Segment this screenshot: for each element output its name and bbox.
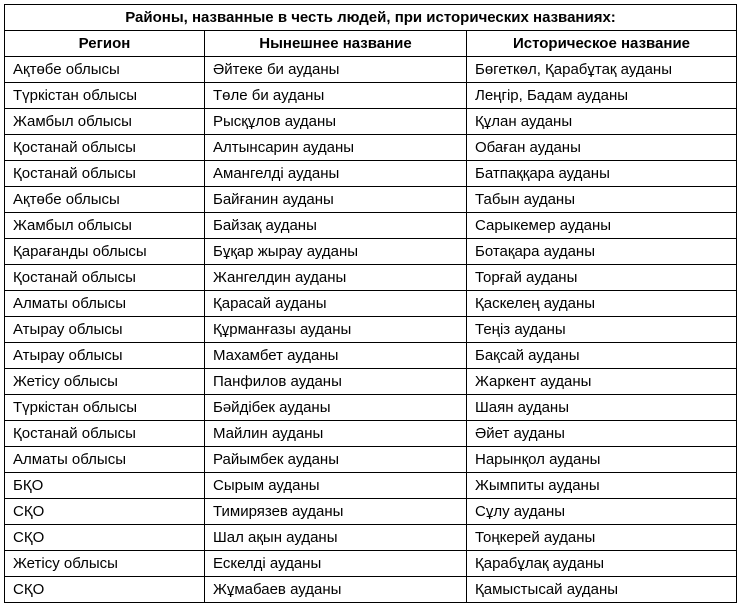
table-row — [5, 213, 737, 239]
cell-region: Жетісу облысы — [5, 369, 205, 395]
cell-region: Жамбыл облысы — [5, 109, 205, 135]
cell-current-name: Бәйдібек ауданы — [205, 395, 467, 421]
cell-historical-name: Сұлу ауданы — [467, 499, 737, 525]
cell-current-name: Бұқар жырау ауданы — [205, 239, 467, 265]
cell-region: Жетісу облысы — [5, 551, 205, 577]
cell-current-name: Жұмабаев ауданы — [205, 577, 467, 603]
cell-historical-name: Сарыкемер ауданы — [467, 213, 737, 239]
cell-region: Алматы облысы — [5, 447, 205, 473]
table-row — [5, 499, 737, 525]
table-row — [5, 135, 737, 161]
cell-region: СҚО — [5, 499, 205, 525]
cell-region: Қарағанды облысы — [5, 239, 205, 265]
cell-historical-name: Қарабұлақ ауданы — [467, 551, 737, 577]
cell-region: Қостанай облысы — [5, 421, 205, 447]
cell-historical-name: Леңгір, Бадам ауданы — [467, 83, 737, 109]
table-row — [5, 161, 737, 187]
cell-historical-name: Тоңкерей ауданы — [467, 525, 737, 551]
cell-historical-name: Бақсай ауданы — [467, 343, 737, 369]
cell-region: Атырау облысы — [5, 343, 205, 369]
cell-region: Жамбыл облысы — [5, 213, 205, 239]
header-current-name: Нынешнее название — [205, 31, 467, 57]
cell-historical-name: Бөгеткөл, Қарабұтақ ауданы — [467, 57, 737, 83]
cell-current-name: Қарасай ауданы — [205, 291, 467, 317]
table-row — [5, 109, 737, 135]
cell-historical-name: Теңіз ауданы — [467, 317, 737, 343]
cell-current-name: Құрманғазы ауданы — [205, 317, 467, 343]
cell-region: Ақтөбе облысы — [5, 57, 205, 83]
cell-historical-name: Қаскелең ауданы — [467, 291, 737, 317]
cell-historical-name: Табын ауданы — [467, 187, 737, 213]
header-row — [5, 31, 737, 57]
cell-current-name: Байғанин ауданы — [205, 187, 467, 213]
cell-current-name: Тимирязев ауданы — [205, 499, 467, 525]
cell-historical-name: Жымпиты ауданы — [467, 473, 737, 499]
cell-historical-name: Жаркент ауданы — [467, 369, 737, 395]
cell-current-name: Әйтеке би ауданы — [205, 57, 467, 83]
cell-current-name: Махамбет ауданы — [205, 343, 467, 369]
cell-region: Түркістан облысы — [5, 395, 205, 421]
table-row — [5, 447, 737, 473]
table-row — [5, 187, 737, 213]
header-region: Регион — [5, 31, 205, 57]
cell-current-name: Райымбек ауданы — [205, 447, 467, 473]
cell-current-name: Байзақ ауданы — [205, 213, 467, 239]
districts-table — [4, 4, 737, 603]
cell-region: Атырау облысы — [5, 317, 205, 343]
table-row — [5, 265, 737, 291]
cell-current-name: Төле би ауданы — [205, 83, 467, 109]
cell-region: Ақтөбе облысы — [5, 187, 205, 213]
table-row — [5, 369, 737, 395]
cell-historical-name: Қамыстысай ауданы — [467, 577, 737, 603]
cell-region: Қостанай облысы — [5, 161, 205, 187]
cell-region: Түркістан облысы — [5, 83, 205, 109]
cell-region: Алматы облысы — [5, 291, 205, 317]
cell-current-name: Панфилов ауданы — [205, 369, 467, 395]
cell-current-name: Амангелді ауданы — [205, 161, 467, 187]
table-row — [5, 291, 737, 317]
header-historical-name: Историческое название — [467, 31, 737, 57]
cell-region: БҚО — [5, 473, 205, 499]
cell-historical-name: Ботақара ауданы — [467, 239, 737, 265]
cell-current-name: Шал ақын ауданы — [205, 525, 467, 551]
cell-historical-name: Батпаққара ауданы — [467, 161, 737, 187]
table-row — [5, 343, 737, 369]
table-row — [5, 57, 737, 83]
cell-current-name: Сырым ауданы — [205, 473, 467, 499]
cell-current-name: Рысқұлов ауданы — [205, 109, 467, 135]
cell-historical-name: Торғай ауданы — [467, 265, 737, 291]
cell-current-name: Алтынсарин ауданы — [205, 135, 467, 161]
table-row — [5, 473, 737, 499]
cell-current-name: Жангелдин ауданы — [205, 265, 467, 291]
table-row — [5, 317, 737, 343]
table-row — [5, 551, 737, 577]
cell-historical-name: Обаған ауданы — [467, 135, 737, 161]
cell-current-name: Майлин ауданы — [205, 421, 467, 447]
cell-historical-name: Әйет ауданы — [467, 421, 737, 447]
table-row — [5, 395, 737, 421]
cell-historical-name: Шаян ауданы — [467, 395, 737, 421]
cell-region: СҚО — [5, 577, 205, 603]
table-row — [5, 83, 737, 109]
title-row — [5, 5, 737, 31]
table-row — [5, 421, 737, 447]
cell-region: Қостанай облысы — [5, 135, 205, 161]
table-row — [5, 577, 737, 603]
table-row — [5, 239, 737, 265]
cell-region: СҚО — [5, 525, 205, 551]
cell-historical-name: Құлан ауданы — [467, 109, 737, 135]
table-title: Районы, названные в честь людей, при исторических названиях: — [5, 5, 737, 31]
cell-current-name: Ескелді ауданы — [205, 551, 467, 577]
table-row — [5, 525, 737, 551]
table-body — [5, 57, 737, 603]
cell-historical-name: Нарынқол ауданы — [467, 447, 737, 473]
cell-region: Қостанай облысы — [5, 265, 205, 291]
